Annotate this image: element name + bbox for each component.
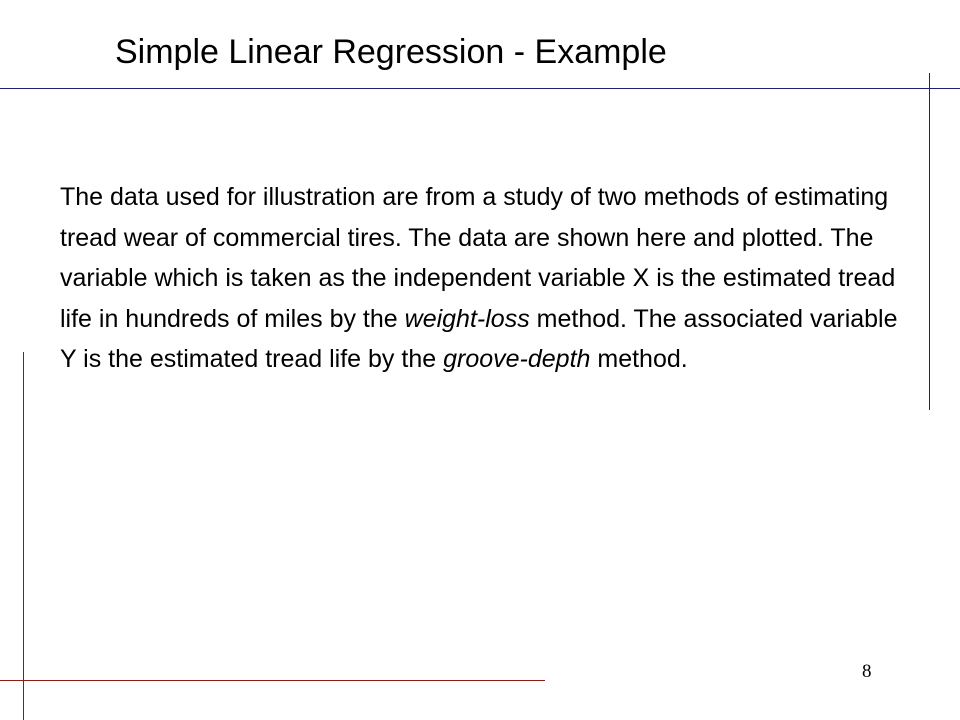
left-divider-line (23, 352, 24, 720)
top-divider-line (0, 88, 960, 89)
body-emphasis-groove-depth: groove-depth (443, 345, 591, 373)
body-text-part-2: method. The associated variable Y is the estimated tread life by the (60, 304, 898, 373)
right-divider-line (929, 73, 930, 410)
body-paragraph (60, 177, 900, 380)
body-text-part-3: method. (590, 345, 688, 373)
slide-title: Simple Linear Regression - Example (115, 33, 667, 71)
body-text-part-1: The data used for illustration are from a study of two methods of estimating tread wear of commercial tires. The data are shown here and plotted. The variable which is taken as the independent variable X is the estimated tread life in hundreds of miles by the (60, 183, 896, 333)
body-emphasis-weight-loss: weight-loss (404, 304, 530, 333)
bottom-divider-line (0, 680, 545, 681)
page-number: 8 (862, 661, 872, 682)
